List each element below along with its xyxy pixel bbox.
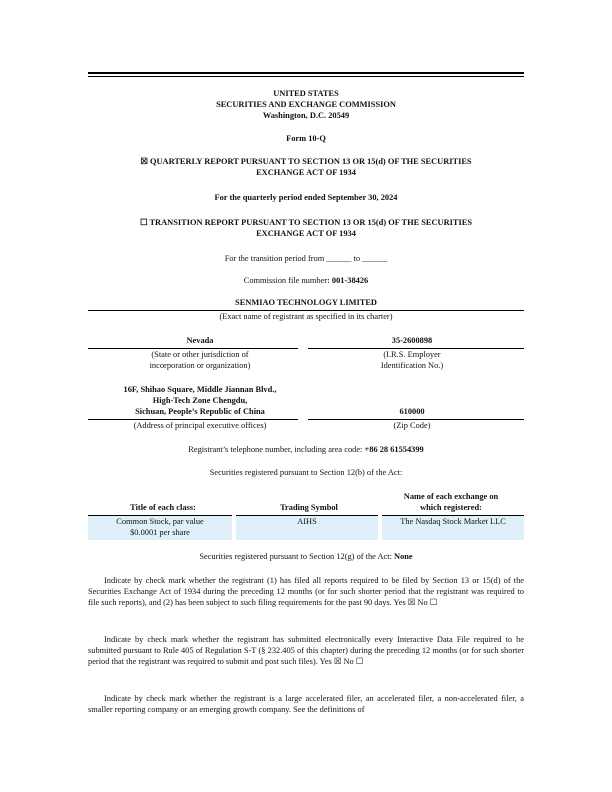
paragraph-filer-status	[88, 694, 524, 716]
table-header-exchange-1: Name of each exchange on	[403, 492, 499, 501]
section-12g-line	[88, 552, 524, 563]
header-line-2: SECURITIES AND EXCHANGE COMMISSION	[216, 100, 396, 109]
address-underline	[88, 419, 298, 420]
zip-underline	[308, 419, 524, 420]
state-underline	[88, 348, 298, 349]
transition-report-line-1	[88, 218, 524, 229]
table-cell-title-1: Common Stock, par value	[116, 517, 204, 526]
table-header-title: Title of each class:	[130, 503, 196, 512]
registrant-underline	[88, 310, 524, 311]
header-line-1: UNITED STATES	[273, 89, 339, 98]
ein-caption-2: Identification No.)	[380, 361, 444, 370]
registrant-caption: (Exact name of registrant as specified in its charter)	[219, 312, 393, 321]
state-caption-1: (State or other jurisdiction of	[151, 350, 249, 359]
registrant-name: SENMIAO TECHNOLOGY LIMITED	[235, 298, 377, 307]
quarterly-report-line-2: EXCHANGE ACT OF 1934	[256, 168, 356, 177]
checkbox-unchecked-icon: ☐	[140, 218, 148, 227]
header-line-3: Washington, D.C. 20549	[262, 111, 350, 120]
transition-report-text: TRANSITION REPORT PURSUANT TO SECTION 13 OR 15(d) OF THE SECURITIES	[149, 218, 472, 227]
section-12b-label: Securities registered pursuant to Section 12(b) of the Act:	[209, 468, 403, 477]
table-cell-exchange: The Nasdaq Stock Market LLC	[400, 517, 506, 526]
paragraph-reports-filed-text: Indicate by check mark whether the registrant (1) has filed all reports required to be filed by Section 13 or 15(d) of the Securities Exchange Act of 1934 during the preceding 12 months (or for such shorter period that the registrant was required to file such reports), and (2) has been subject to such filing requirements for the past 90 days. Yes ☒ No ☐	[88, 576, 524, 607]
commission-file-line	[88, 276, 524, 287]
top-rule	[88, 72, 524, 74]
state-caption-2: incorporation or organization)	[149, 361, 251, 370]
checkbox-checked-icon: ☒	[140, 157, 148, 166]
zip-caption: (Zip Code)	[393, 421, 431, 430]
table-cell-title-2: $0.0001 per share	[130, 528, 190, 537]
table-cell-symbol: AIHS	[297, 517, 317, 526]
paragraph-interactive-data	[88, 635, 524, 668]
ein-caption-1: (I.R.S. Employer	[383, 350, 441, 359]
table-header-symbol: Trading Symbol	[280, 503, 338, 512]
address-line-2: High-Tech Zone Chengdu,	[152, 396, 248, 405]
transition-report-line-2: EXCHANGE ACT OF 1934	[256, 229, 356, 238]
zip-value: 610000	[399, 407, 425, 416]
paragraph-filer-status-text: Indicate by check mark whether the registrant is a large accelerated filer, an accelerated filer, a non-accelerated filer, a smaller reporting company or an emerging growth company. See the definitions of	[88, 694, 524, 714]
state-value: Nevada	[186, 336, 214, 345]
form-type: Form 10-Q	[286, 134, 326, 143]
quarterly-report-text: QUARTERLY REPORT PURSUANT TO SECTION 13 OR 15(d) OF THE SECURITIES	[149, 157, 472, 166]
paragraph-interactive-data-text: Indicate by check mark whether the registrant has submitted electronically every Interactive Data File required to be submitted pursuant to Rule 405 of Regulation S-T (§ 232.405 of this chapter) during the preceding 12 months (or for such shorter period that the registrant was required to submit and post such files). Yes ☒ No ☐	[88, 635, 524, 666]
address-caption: (Address of principal executive offices)	[133, 421, 267, 430]
telephone-number: +86 28 61554399	[364, 445, 424, 454]
ein-value: 35-2600898	[391, 336, 433, 345]
ein-underline	[308, 348, 524, 349]
period-line: For the quarterly period ended September 30, 2024	[214, 193, 398, 202]
address-line-1: 16F, Shihao Square, Middle Jiannan Blvd.,	[123, 385, 277, 394]
top-rule-thin	[88, 76, 524, 77]
quarterly-report-line-1	[88, 157, 524, 168]
commission-number: : 001-38426	[327, 276, 369, 285]
telephone-label: Registrant’s telephone number, including area code:	[188, 445, 365, 454]
transition-period-line: For the transition period from ______ to ______	[224, 254, 388, 263]
paragraph-reports-filed	[88, 576, 524, 609]
telephone-line	[88, 445, 524, 456]
section-12g-value: None	[394, 552, 413, 561]
commission-label: Commission file number	[243, 276, 328, 285]
table-header-exchange-2: which registered:	[420, 503, 482, 512]
section-12g-label: Securities registered pursuant to Section 12(g) of the Act:	[199, 552, 395, 561]
address-line-3: Sichuan, People’s Republic of China	[135, 407, 265, 416]
